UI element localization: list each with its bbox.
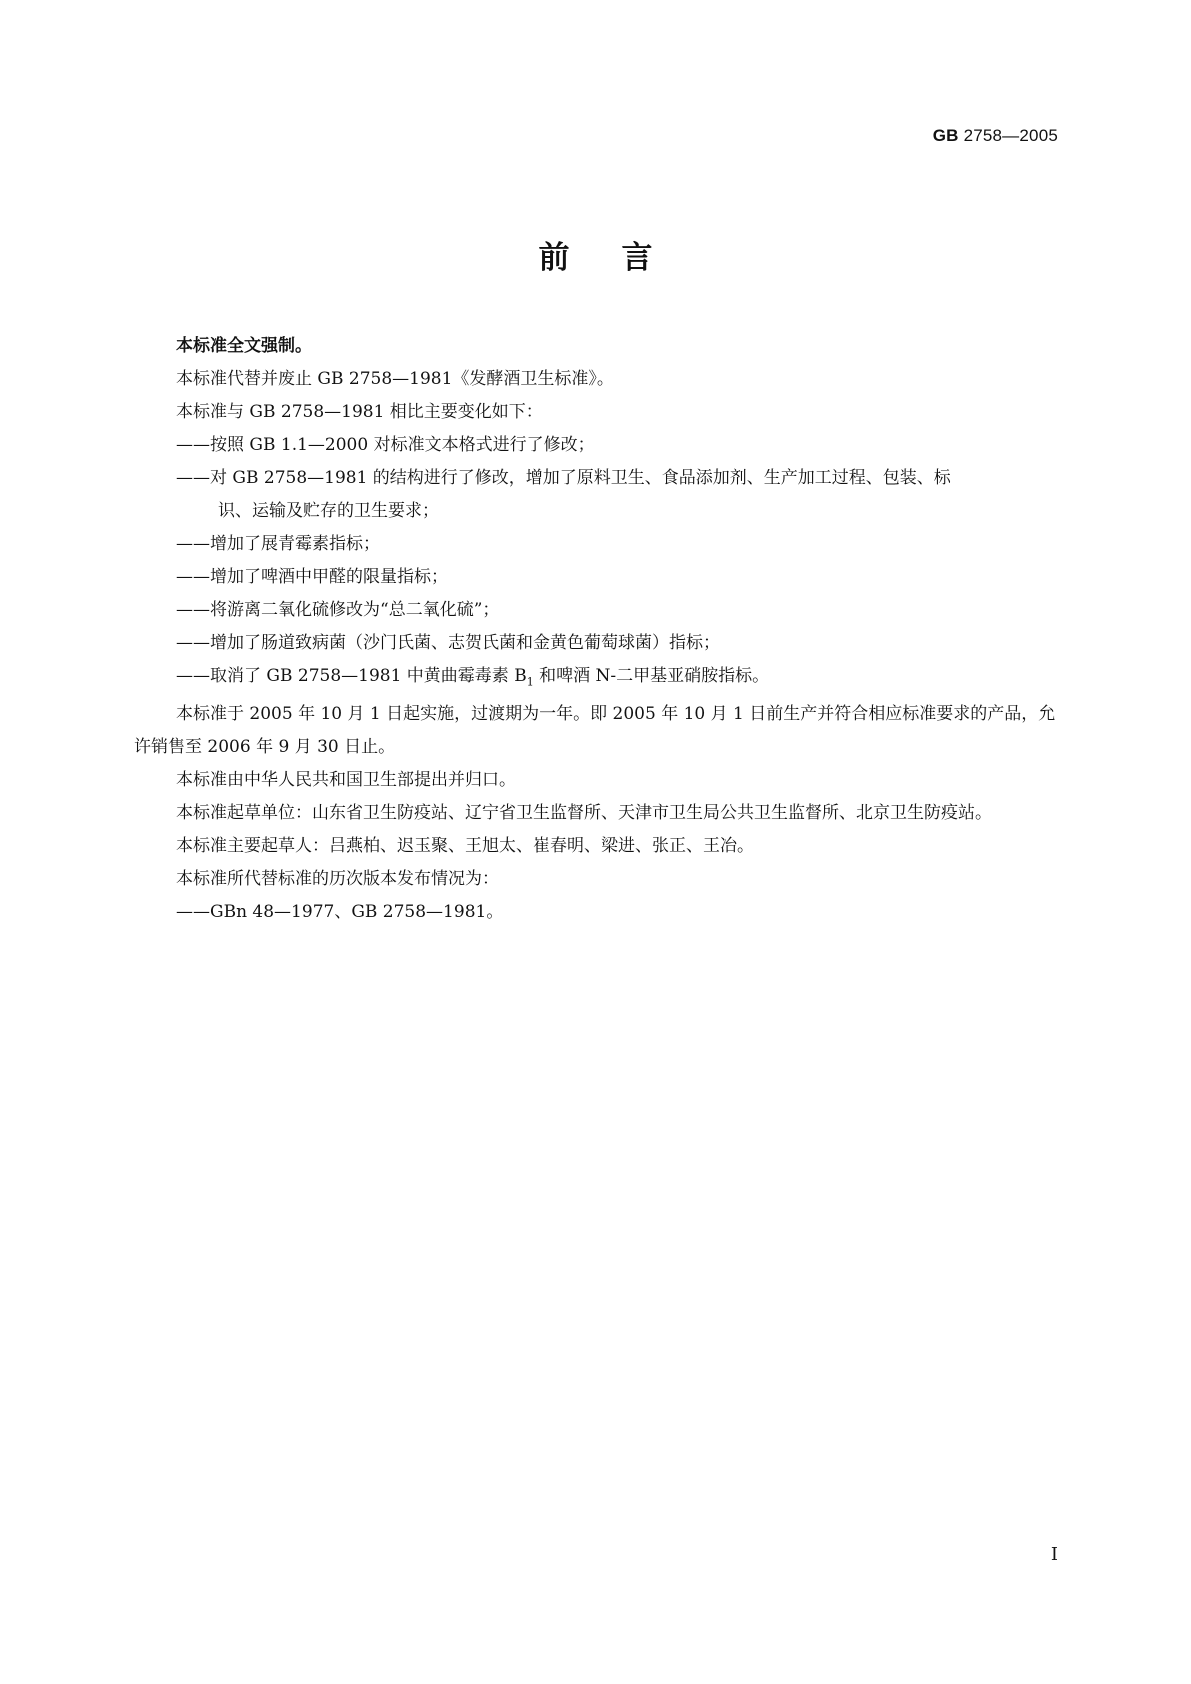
change-item-cancelled-pre: ——取消了 GB 2758—1981 中黄曲霉毒素 B	[176, 666, 527, 686]
page-title: 前言	[538, 240, 705, 276]
paragraph-history-intro: 本标准所代替标准的历次版本发布情况为：	[176, 869, 499, 890]
page-number: I	[1050, 1544, 1058, 1565]
paragraph-changes-intro: 本标准与 GB 2758—1981 相比主要变化如下：	[176, 402, 543, 422]
paragraph-drafters: 本标准主要起草人：吕燕柏、迟玉聚、王旭太、崔春明、梁进、张正、王冶。	[176, 836, 754, 857]
standard-code	[933, 126, 1058, 146]
change-item-formaldehyde: ——增加了啤酒中甲醛的限量指标；	[176, 567, 448, 587]
change-item-cancelled	[134, 660, 1059, 698]
paragraph-proposer: 本标准由中华人民共和国卫生部提出并归口。	[176, 770, 516, 791]
history-item: ——GBn 48—1977、GB 2758—1981。	[176, 902, 504, 923]
change-item-structure: ——对 GB 2758—1981 的结构进行了修改，增加了原料卫生、食品添加剂、生产加工过程、包装、标	[176, 468, 951, 488]
change-item-cancelled-post: 和啤酒 N-二甲基亚硝胺指标。	[533, 666, 770, 686]
paragraph-replaces: 本标准代替并废止 GB 2758—1981《发酵酒卫生标准》。	[176, 369, 614, 389]
change-item-patulin: ——增加了展青霉素指标；	[176, 534, 380, 554]
change-item-pathogens: ——增加了肠道致病菌（沙门氏菌、志贺氏菌和金黄色葡萄球菌）指标；	[176, 633, 720, 653]
standard-code-prefix: GB	[932, 126, 959, 145]
subscript-one: 1	[526, 675, 534, 689]
change-item-format: ——按照 GB 1.1—2000 对标准文本格式进行了修改；	[176, 435, 595, 455]
paragraph-mandatory: 本标准全文强制。	[176, 336, 312, 356]
change-item-structure-cont: 识、运输及贮存的卫生要求；	[218, 501, 439, 521]
standard-code-number: 2758—2005	[963, 126, 1058, 145]
paragraph-drafting-units: 本标准起草单位：山东省卫生防疫站、辽宁省卫生监督所、天津市卫生局公共卫生监督所、北京卫生防疫站。	[176, 803, 992, 824]
change-item-sulfur-dioxide: ——将游离二氧化硫修改为“总二氧化硫”；	[176, 600, 500, 620]
foreword-body	[134, 330, 1059, 929]
paragraph-effective-date: 本标准于 2005 年 10 月 1 日起实施，过渡期为一年。即 2005 年 10 月 1 日前生产并符合相应标准要求的产品，允许销售至 2006 年 9 月 30 日止。	[134, 704, 1056, 758]
